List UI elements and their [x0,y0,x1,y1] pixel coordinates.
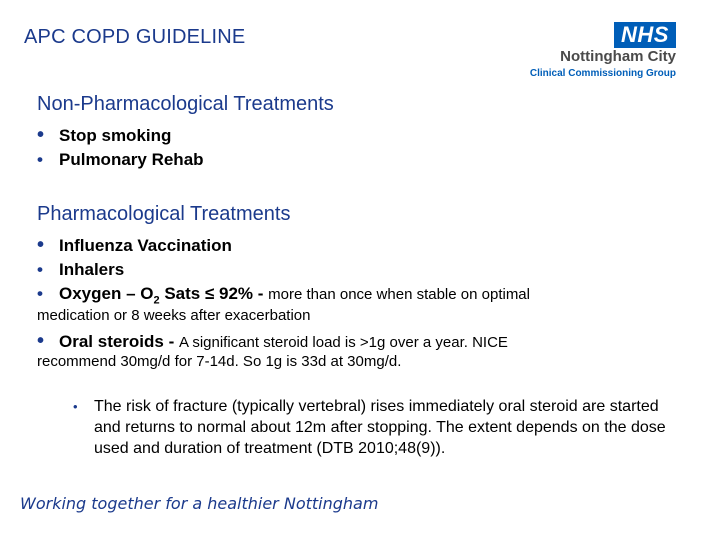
list-item-steroids: • Oral steroids - A significant steroid load is >1g over a year. NICE [37,330,508,352]
non-pharm-heading: Non-Pharmacological Treatments [37,93,334,115]
bullet-icon: • [73,399,78,414]
steroids-continuation: recommend 30mg/d for 7-14d. So 1g is 33d at 30mg/d. [37,353,402,370]
nhs-logo [529,18,700,86]
bullet-icon: • [37,260,43,279]
list-item: • Influenza Vaccination [37,234,232,256]
list-item: • Inhalers [37,260,125,279]
organisation-name: Nottingham City [560,48,676,65]
list-item: • Stop smoking [37,124,172,146]
page-title: APC COPD GUIDELINE [24,26,246,48]
oxygen-continuation: medication or 8 weeks after exacerbation [37,307,311,324]
nhs-logo-mark: NHS [614,22,676,48]
bullet-icon: • [37,234,45,256]
bullet-icon: • [37,284,43,303]
list-item: • Pulmonary Rehab [37,150,204,169]
bullet-icon: • [37,330,45,352]
list-item-oxygen: • Oxygen – $O_2$ Sats ≤ 92% - more than once when stable on optimal [37,284,530,307]
pharm-heading: Pharmacological Treatments [37,203,291,225]
footer-tagline: Working together for a healthier Nottingham [20,494,379,513]
bullet-icon: • [37,124,45,146]
organisation-subtitle: Clinical Commissioning Group [529,68,676,79]
bullet-icon: • [37,150,43,169]
sub-bullet-fracture-risk: • The risk of fracture (typically vertebral) rises immediately oral steroid are started and returns to normal about 12m after stopping. The extent depends on the dose used and duration of treatment (DTB 2010;48(9)). [73,398,666,457]
